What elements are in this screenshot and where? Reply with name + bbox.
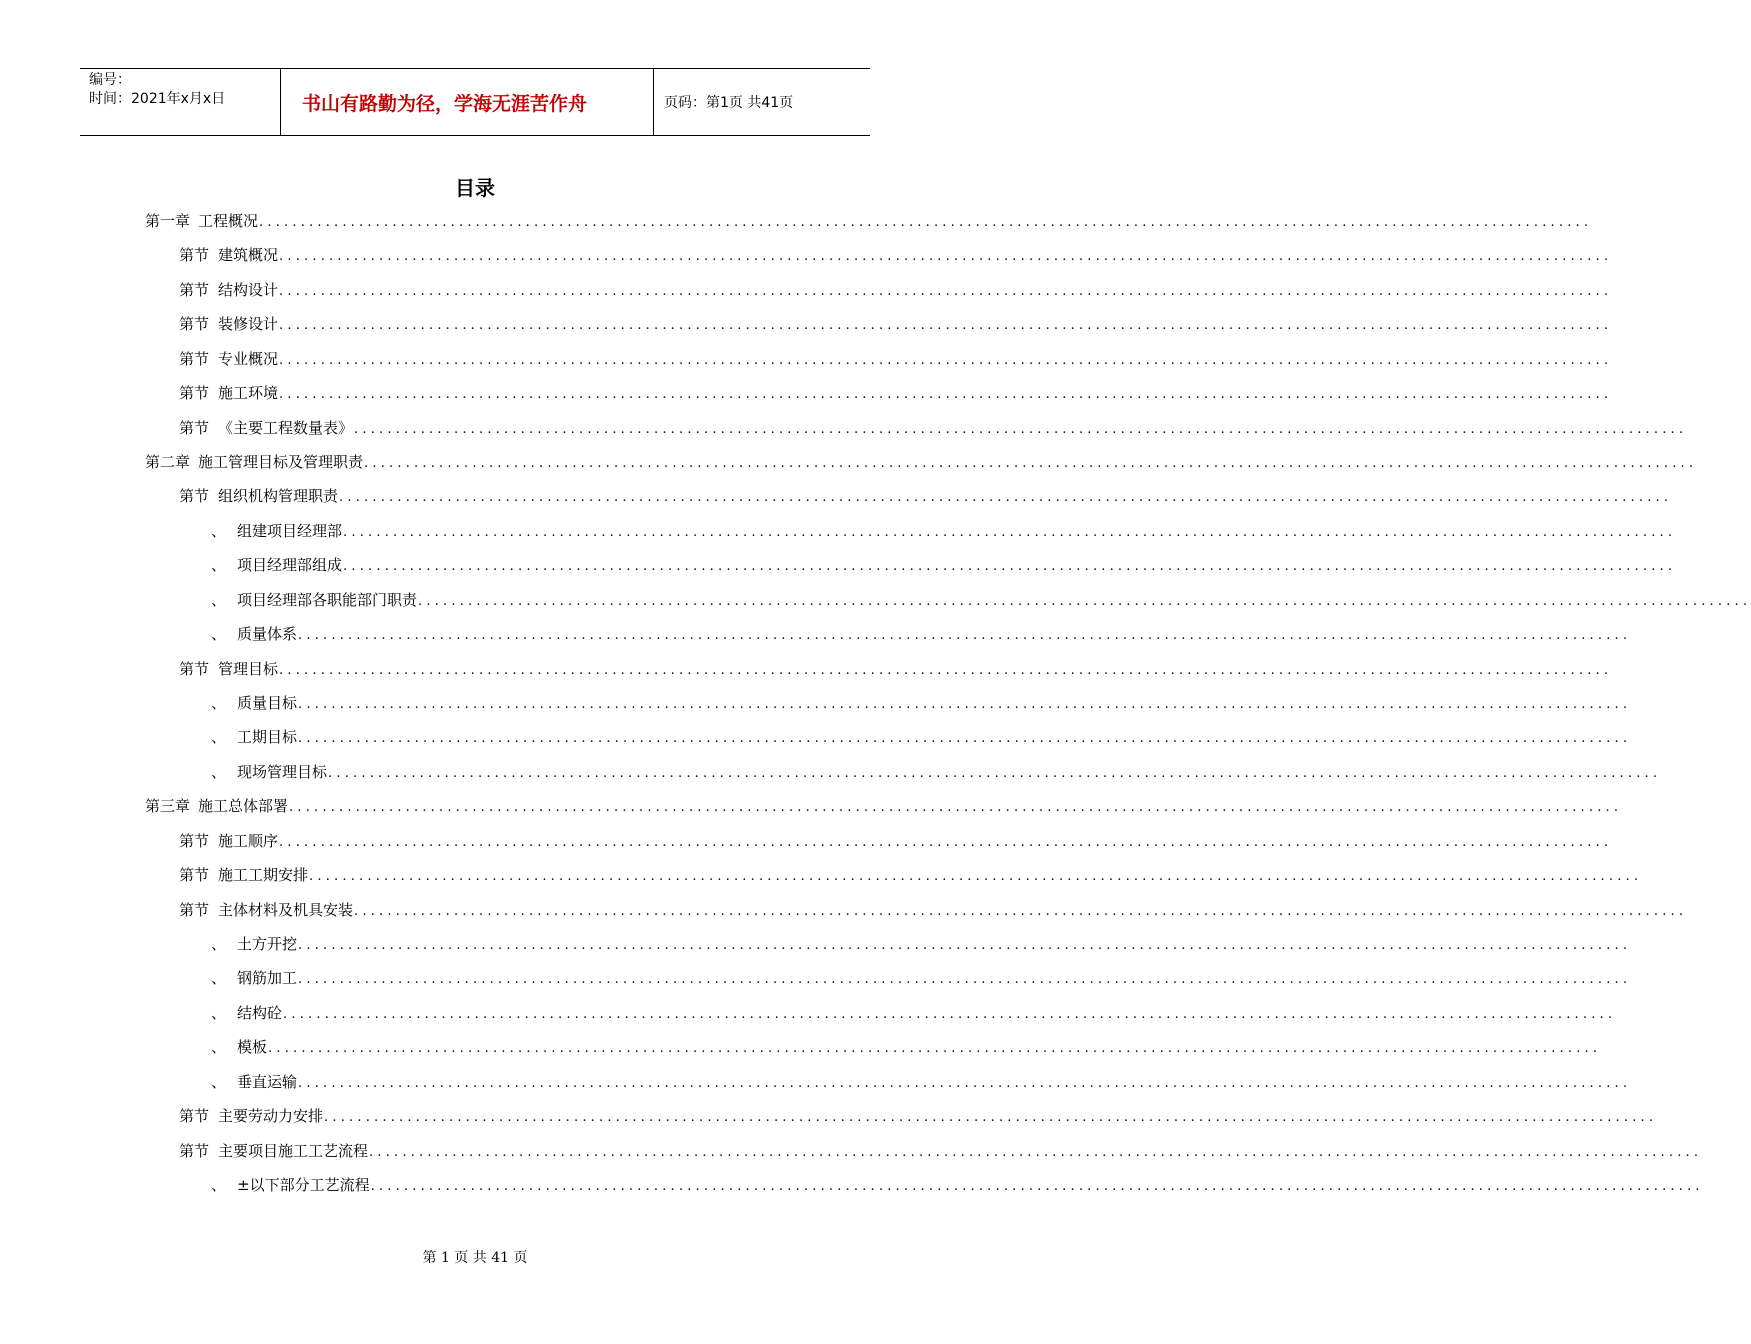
toc-dot-leader: ................................................................................................................................................................ [328, 765, 1662, 781]
toc-dot-leader: ................................................................................................................................................................ [298, 972, 1632, 988]
toc-entry[interactable] [211, 555, 1677, 575]
toc-dot-leader: ................................................................................................................................................................ [298, 697, 1632, 713]
toc-dot-leader: ................................................................................................................................................................ [298, 628, 1632, 644]
toc-dot-leader: ................................................................................................................................................................ [370, 1179, 1704, 1195]
toc-entry[interactable] [179, 314, 1613, 334]
document-number-label: 编号： [89, 72, 131, 88]
toc-entry-prefix: 、 [211, 1176, 227, 1195]
toc-dot-leader: ................................................................................................................................................................ [279, 249, 1613, 265]
toc-entry-title: 建筑概况 [218, 246, 279, 265]
toc-entry-title: 结构设计 [218, 280, 279, 299]
toc-entry[interactable] [211, 1037, 1602, 1057]
toc-dot-leader: ................................................................................................................................................................ [279, 318, 1613, 334]
toc-entry[interactable] [211, 1175, 1704, 1195]
toc-entry-prefix: 第节 [179, 1107, 210, 1126]
page-footer: 第 1 页 共 41 页 [422, 1250, 528, 1266]
toc-dot-leader: ................................................................................................................................................................ [343, 524, 1677, 540]
toc-entry[interactable] [179, 1106, 1658, 1126]
toc-entry-prefix: 、 [211, 728, 227, 747]
toc-entry-title: 土方开挖 [237, 935, 298, 954]
toc-dot-leader: ................................................................................................................................................................ [289, 800, 1623, 816]
toc-entry-title: 组织机构管理职责 [218, 487, 339, 506]
document-time-label: 时间：2021年x月x日 [89, 91, 226, 107]
toc-dot-leader: ................................................................................................................................................................ [364, 456, 1698, 471]
toc-entry-title: 主要劳动力安排 [218, 1107, 324, 1126]
toc-entry-prefix: 、 [211, 625, 227, 644]
header-page-label: 页码：第1页 共41页 [664, 95, 794, 111]
toc-dot-leader: ................................................................................................................................................................ [324, 1110, 1658, 1126]
toc-entry-title: 施工管理目标及管理职责 [198, 453, 364, 471]
toc-entry-prefix: 、 [211, 1072, 227, 1091]
toc-entry-title: 垂直运输 [237, 1072, 298, 1091]
toc-entry-prefix: 第节 [179, 659, 210, 678]
toc-entry-prefix: 第节 [179, 418, 210, 437]
toc-entry-title: 组建项目经理部 [237, 521, 343, 540]
toc-entry[interactable] [179, 280, 1613, 300]
toc-entry-title: 《主要工程数量表》 [218, 418, 354, 437]
toc-entry[interactable] [211, 968, 1632, 988]
toc-entry[interactable] [179, 245, 1613, 265]
toc-entry-prefix: 第节 [179, 866, 210, 885]
toc-entry-title: 质量体系 [237, 625, 298, 644]
toc-entry-prefix: 、 [211, 590, 227, 609]
toc-entry[interactable] [179, 831, 1613, 851]
toc-entry-prefix: 、 [211, 521, 227, 540]
toc-entry-prefix: 、 [211, 556, 227, 575]
page-title: 目录 [455, 176, 495, 200]
toc-entry[interactable] [211, 727, 1632, 747]
toc-entry[interactable] [211, 762, 1662, 782]
toc-entry-title: 项目经理部组成 [237, 556, 343, 575]
toc-entry-prefix: 第节 [179, 315, 210, 334]
toc-dot-leader: ................................................................................................................................................................ [354, 421, 1688, 437]
toc-entry-title: 结构砼 [237, 1003, 283, 1022]
toc-entry[interactable] [179, 865, 1643, 885]
toc-dot-leader: ................................................................................................................................................................ [283, 1006, 1617, 1022]
toc-entry-title: 施工顺序 [218, 831, 279, 850]
toc-entry-prefix: 、 [211, 1038, 227, 1057]
toc-entry[interactable] [211, 1003, 1617, 1023]
toc-entry-prefix: 第节 [179, 487, 210, 506]
toc-dot-leader: ................................................................................................................................................................ [279, 283, 1613, 299]
toc-entry-prefix: 第节 [179, 831, 210, 850]
toc-dot-leader: ................................................................................................................................................................ [354, 903, 1688, 919]
toc-entry-prefix: 第节 [179, 900, 210, 919]
toc-entry-title: 管理目标 [218, 659, 279, 678]
toc-entry[interactable] [211, 624, 1632, 644]
toc-entry-title: 工程概况 [198, 212, 259, 230]
toc-entry-prefix: 第三章 [145, 797, 191, 816]
toc-entry-title: 模板 [237, 1038, 268, 1057]
toc-dot-leader: ................................................................................................................................................................ [298, 1075, 1632, 1091]
toc-entry-prefix: 第一章 [145, 212, 191, 230]
toc-entry-prefix: 第节 [179, 246, 210, 265]
toc-entry[interactable] [179, 383, 1613, 403]
toc-entry[interactable] [145, 211, 1593, 231]
toc-dot-leader: ................................................................................................................................................................ [418, 593, 1751, 609]
toc-dot-leader: ................................................................................................................................................................ [369, 1144, 1703, 1160]
toc-entry-title: 主体材料及机具安装 [218, 900, 354, 919]
toc-entry-title: 施工工期安排 [218, 866, 309, 885]
toc-entry-title: 施工总体部署 [198, 797, 289, 816]
header-motto: 书山有路勤为径，学海无涯苦作舟 [302, 92, 588, 115]
toc-entry-title: 钢筋加工 [237, 969, 298, 988]
toc-entry-title: 主要项目施工工艺流程 [218, 1141, 369, 1160]
toc-entry-prefix: 、 [211, 1003, 227, 1022]
toc-entry[interactable] [145, 452, 1698, 472]
toc-entry-prefix: 、 [211, 935, 227, 954]
toc-entry-prefix: 、 [211, 969, 227, 988]
toc-entry-prefix: 第节 [179, 384, 210, 403]
toc-entry-prefix: 、 [211, 762, 227, 781]
toc-entry[interactable] [211, 590, 1751, 610]
toc-entry[interactable] [179, 1141, 1703, 1161]
toc-entry-title: ±以下部分工艺流程 [237, 1176, 370, 1195]
toc-entry-title: 项目经理部各职能部门职责 [237, 590, 418, 609]
toc-dot-leader: ................................................................................................................................................................ [279, 352, 1613, 368]
toc-entry[interactable] [179, 900, 1688, 920]
toc-dot-leader: ................................................................................................................................................................ [298, 938, 1632, 954]
toc-entry-prefix: 第节 [179, 1141, 210, 1160]
toc-entry[interactable] [179, 349, 1613, 369]
toc-entry-title: 现场管理目标 [237, 762, 328, 781]
toc-dot-leader: ................................................................................................................................................................ [309, 869, 1643, 885]
toc-dot-leader: ................................................................................................................................................................ [343, 559, 1677, 575]
toc-entry[interactable] [179, 486, 1673, 506]
toc-dot-leader: ................................................................................................................................................................ [259, 215, 1593, 230]
toc-entry[interactable] [179, 418, 1688, 438]
toc-entry-prefix: 第二章 [145, 453, 191, 471]
toc-entry[interactable] [145, 796, 1623, 816]
toc-entry[interactable] [211, 521, 1677, 541]
toc-entry-prefix: 第节 [179, 280, 210, 299]
toc-entry-title: 专业概况 [218, 349, 279, 368]
toc-dot-leader: ................................................................................................................................................................ [279, 834, 1613, 850]
toc-entry[interactable] [179, 659, 1613, 679]
toc-entry-title: 工期目标 [237, 728, 298, 747]
toc-entry[interactable] [211, 934, 1632, 954]
toc-entry-prefix: 、 [211, 694, 227, 713]
toc-entry[interactable] [211, 1072, 1632, 1092]
toc-entry[interactable] [211, 693, 1632, 713]
toc-dot-leader: ................................................................................................................................................................ [298, 731, 1632, 747]
toc-entry-title: 装修设计 [218, 315, 279, 334]
toc-entry-title: 施工环境 [218, 384, 279, 403]
toc-dot-leader: ................................................................................................................................................................ [279, 387, 1613, 403]
toc-entry-title: 质量目标 [237, 694, 298, 713]
toc-dot-leader: ................................................................................................................................................................ [339, 490, 1673, 506]
toc-dot-leader: ................................................................................................................................................................ [279, 662, 1613, 678]
toc-dot-leader: ................................................................................................................................................................ [268, 1041, 1602, 1057]
toc-entry-prefix: 第节 [179, 349, 210, 368]
